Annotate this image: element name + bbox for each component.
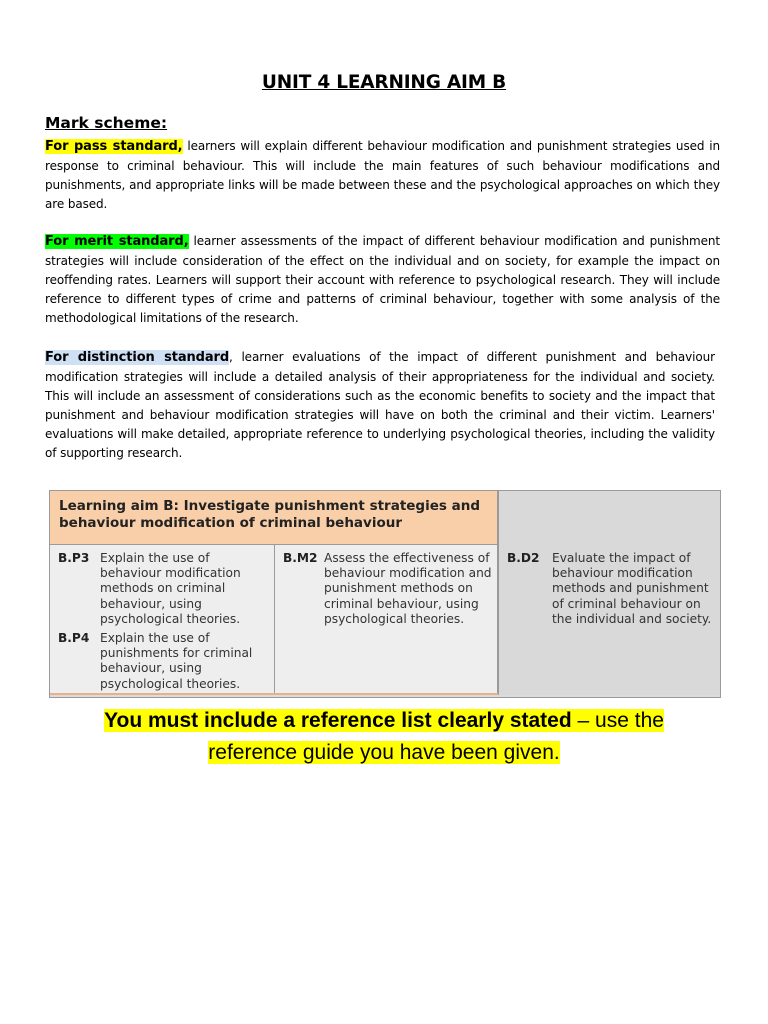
merit-standard-label: For merit standard, xyxy=(45,234,189,249)
criterion-text: Assess the effectiveness of behaviour modification and punishment methods on criminal behaviour, using psychological theories. xyxy=(324,551,492,626)
distinction-criteria-cell xyxy=(498,491,720,695)
table-divider xyxy=(50,693,498,695)
criterion-code: B.D2 xyxy=(507,551,540,565)
reference-list-notice xyxy=(0,705,768,769)
document-title: UNIT 4 LEARNING AIM B xyxy=(261,72,507,93)
notice-text-line2: reference guide you have been given. xyxy=(208,741,560,764)
criteria-table xyxy=(49,490,721,698)
pass-criteria-cell xyxy=(50,545,275,695)
criterion-bp4 xyxy=(58,631,270,693)
criterion-code: B.M2 xyxy=(283,551,318,565)
criterion-text: Evaluate the impact of behaviour modification methods and punishment of criminal behaviour on the individual and society. xyxy=(552,551,712,626)
distinction-standard-paragraph xyxy=(45,348,715,462)
merit-standard-text: learner assessments of the impact of different behaviour modification and punishment strategies will include consideration of the effect on the individual and on society, for example the impact on reoffending rates. Learners will support their account with reference to psychological research. They will include reference to different types of crime and patterns of criminal behaviour, together with some analysis of the methodological limitations of the research. xyxy=(45,234,720,325)
criterion-bp3 xyxy=(58,551,270,627)
merit-standard-paragraph xyxy=(45,232,720,328)
criterion-text: Explain the use of behaviour modification methods on criminal behaviour, using psychological theories. xyxy=(100,551,241,626)
pass-standard-paragraph xyxy=(45,137,720,214)
learning-aim-heading: Learning aim B: Investigate punishment strategies and behaviour modification of criminal behaviour xyxy=(50,491,498,545)
distinction-standard-label: For distinction standard xyxy=(45,350,230,365)
criterion-bm2 xyxy=(283,551,493,651)
notice-text-line1: – use the xyxy=(571,709,664,732)
criterion-text: Explain the use of punishments for criminal behaviour, using psychological theories. xyxy=(100,631,253,691)
pass-standard-text: learners will explain different behaviour modification and punishment strategies used in response to criminal behaviour. This will include the main features of such behaviour modifications and punishments, and appropriate links will be made between these and the psychological approaches on which they are based. xyxy=(45,139,720,211)
pass-standard-label: For pass standard, xyxy=(45,139,183,154)
mark-scheme-heading: Mark scheme: xyxy=(45,114,168,132)
criterion-code: B.P4 xyxy=(58,631,90,645)
distinction-standard-text: , learner evaluations of the impact of different punishment and behaviour modification strategies will include a detailed analysis of their appropriateness for the individual and society. This will include an assessment of considerations such as the economic benefits to society and the impact that punishment and behaviour modification strategies will have on both the criminal and their victim. Learners' evaluations will make detailed, appropriate reference to underlying psychological theories, including the validity of supporting research. xyxy=(45,350,715,460)
notice-bold-text: You must include a reference list clearly stated xyxy=(104,709,572,732)
criterion-code: B.P3 xyxy=(58,551,90,565)
merit-criteria-cell xyxy=(275,545,498,695)
criterion-bd2 xyxy=(507,551,719,651)
